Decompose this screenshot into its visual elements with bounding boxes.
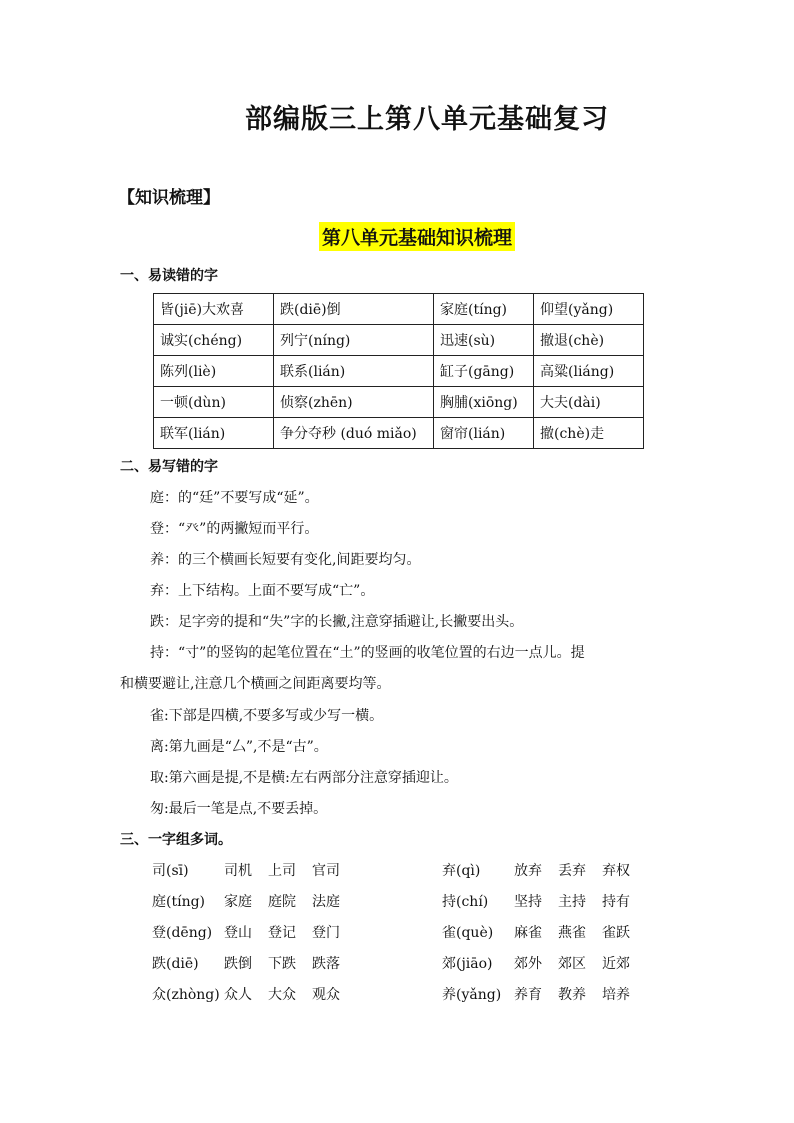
miswrite-item: 登：“癶”的两撇短而平行。	[150, 521, 319, 537]
section-heading-miswrite: 二、易写错的字	[120, 459, 218, 475]
word: 官司	[312, 863, 340, 879]
word-group	[442, 984, 646, 1004]
word: 近郊	[602, 956, 630, 972]
miswrite-item: 持：“寸”的竖钩的起笔位置在“土”的竖画的收笔位置的右边一点儿。提	[150, 645, 585, 661]
table-row	[154, 356, 644, 387]
miswrite-item-continued: 和横要避让,注意几个横画之间距离要均等。	[120, 676, 391, 692]
word-group	[152, 953, 356, 973]
word-group-head: 跌(diē)	[152, 956, 199, 972]
word-group	[152, 891, 356, 911]
word: 庭院	[268, 894, 296, 910]
miswrite-item: 养：的三个横画长短要有变化,间距要均匀。	[150, 552, 421, 568]
table-cell: 陈列(liè)	[154, 356, 274, 387]
table-row	[154, 294, 644, 325]
word-group-head: 弃(qì)	[442, 863, 481, 879]
word-group-head: 登(dēng)	[152, 925, 213, 941]
word: 上司	[268, 863, 296, 879]
miswrite-item: 取:第六画是提,不是横:左右两部分注意穿插迎让。	[150, 770, 458, 786]
table-cell: 跌(diē)倒	[274, 294, 434, 325]
word: 郊区	[558, 956, 586, 972]
miswrite-item: 跌：足字旁的提和“失”字的长撇,注意穿插避让,长撇要出头。	[150, 614, 524, 630]
table-cell: 仰望(yǎng)	[534, 294, 644, 325]
table-row	[154, 387, 644, 418]
table-cell: 一顿(dùn)	[154, 387, 274, 418]
word-group	[442, 953, 646, 973]
word: 教养	[558, 987, 586, 1003]
word: 跌落	[312, 956, 340, 972]
miswrite-item: 离:第九画是“厶”,不是“古”。	[150, 739, 328, 755]
word: 麻雀	[514, 925, 542, 941]
table-cell: 诚实(chéng)	[154, 325, 274, 356]
word: 下跌	[268, 956, 296, 972]
table-cell: 撤退(chè)	[534, 325, 644, 356]
table-cell: 侦察(zhēn)	[274, 387, 434, 418]
word: 登门	[312, 925, 340, 941]
table-cell: 家庭(tíng)	[434, 294, 534, 325]
word-group	[442, 860, 646, 880]
table-cell: 高粱(liáng)	[534, 356, 644, 387]
word: 放弃	[514, 863, 542, 879]
section-tag: 【知识梳理】	[118, 188, 220, 208]
word-group-head: 郊(jiāo)	[442, 956, 493, 972]
word: 雀跃	[602, 925, 630, 941]
word-group-head: 持(chí)	[442, 894, 489, 910]
section-heading-word-groups: 三、一字组多词。	[120, 832, 232, 848]
table-cell: 皆(jiē)大欢喜	[154, 294, 274, 325]
word-group	[152, 860, 356, 880]
table-cell: 大夫(dài)	[534, 387, 644, 418]
word: 家庭	[224, 894, 252, 910]
word-group-head: 司(sī)	[152, 863, 189, 879]
subtitle-wrap	[0, 222, 794, 251]
subtitle-highlight: 第八单元基础知识梳理	[319, 222, 515, 251]
table-cell: 窗帘(lián)	[434, 418, 534, 449]
table-cell: 争分夺秒 (duó miǎo)	[274, 418, 434, 449]
table-cell: 列宁(níng)	[274, 325, 434, 356]
word: 跌倒	[224, 956, 252, 972]
word-group	[152, 984, 356, 1004]
miswrite-item: 雀:下部是四横,不要多写或少写一横。	[150, 708, 384, 724]
word: 登记	[268, 925, 296, 941]
word: 登山	[224, 925, 252, 941]
table-cell: 联军(lián)	[154, 418, 274, 449]
word-group-head: 庭(tíng)	[152, 894, 206, 910]
page-title: 部编版三上第八单元基础复习	[245, 104, 609, 135]
word: 养育	[514, 987, 542, 1003]
word: 坚持	[514, 894, 542, 910]
word: 大众	[268, 987, 296, 1003]
table-row	[154, 418, 644, 449]
word-group-head: 养(yǎng)	[442, 987, 502, 1003]
word: 观众	[312, 987, 340, 1003]
word: 培养	[602, 987, 630, 1003]
word: 郊外	[514, 956, 542, 972]
section-heading-misread: 一、易读错的字	[120, 268, 218, 284]
word-group	[152, 922, 356, 942]
word: 燕雀	[558, 925, 586, 941]
word-group-head: 众(zhòng)	[152, 987, 220, 1003]
miswrite-item: 匆:最后一笔是点,不要丢掉。	[150, 801, 328, 817]
word: 主持	[558, 894, 586, 910]
word-group	[442, 922, 646, 942]
table-cell: 胸脯(xiōng)	[434, 387, 534, 418]
table-cell: 联系(lián)	[274, 356, 434, 387]
miswrite-item: 弃：上下结构。上面不要写成“亡”。	[150, 583, 375, 599]
word: 持有	[602, 894, 630, 910]
word: 司机	[224, 863, 252, 879]
word: 众人	[224, 987, 252, 1003]
table-cell: 撤(chè)走	[534, 418, 644, 449]
word-group	[442, 891, 646, 911]
word-group-head: 雀(què)	[442, 925, 494, 941]
table-row	[154, 325, 644, 356]
word: 丢弃	[558, 863, 586, 879]
table-cell: 缸子(gāng)	[434, 356, 534, 387]
miswrite-item: 庭：的“廷”不要写成“延”。	[150, 490, 319, 506]
word: 法庭	[312, 894, 340, 910]
word: 弃权	[602, 863, 630, 879]
table-cell: 迅速(sù)	[434, 325, 534, 356]
misread-char-table	[153, 293, 644, 449]
